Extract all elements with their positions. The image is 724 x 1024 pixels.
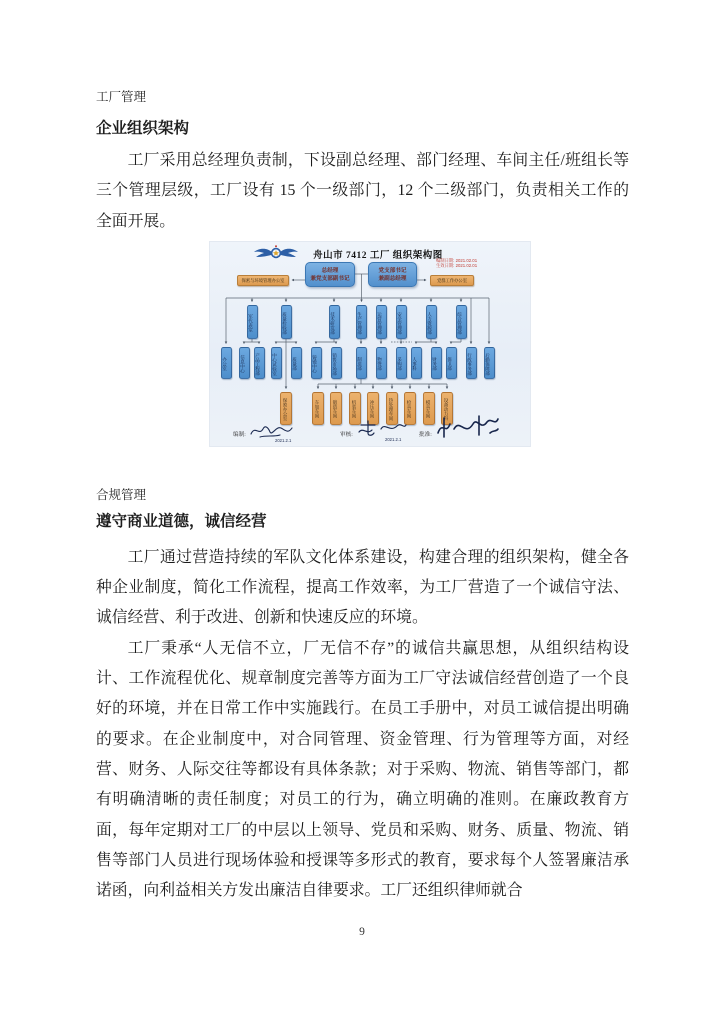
- dept-box: 质量检验部: [281, 305, 292, 339]
- dept-box: 军代表室: [247, 305, 258, 339]
- sub-dept-box: 行政事务部: [466, 347, 477, 379]
- signature-approved: [434, 413, 500, 441]
- sub-dept-box: 制造部: [356, 347, 367, 379]
- signature-label-prepared: 编制:: [233, 431, 246, 438]
- sub-dept-box: 后勤保障部: [484, 347, 495, 379]
- workshop-box: 锻造车间: [330, 392, 342, 425]
- box-general-manager: 总经理 兼党支部副书记: [305, 262, 355, 287]
- signature-label-reviewed: 审核:: [340, 431, 353, 438]
- sub-dept-box: 物资部: [376, 347, 387, 379]
- workshop-box: 车加车间: [312, 392, 324, 425]
- sub-dept-box: 质量部: [291, 347, 302, 379]
- dept-box: 生产管理部: [356, 305, 367, 339]
- org-chart-date-stamp: [436, 258, 477, 269]
- box-office-left: 保密与环境管理办公室: [237, 275, 289, 286]
- org-chart-figure: [209, 241, 531, 447]
- page-content: [96, 0, 629, 906]
- sub-dept-box: 办公室: [221, 347, 232, 379]
- paragraph: 工厂采用总经理负责制，下设副总经理、部门经理、车间主任/班组长等三个管理层级，工厂设有 15 个一级部门，12 个二级部门，负责相关工作的全面开展。: [96, 152, 629, 230]
- date-effective: 生效日期: 2021.02.01: [436, 263, 478, 269]
- sub-dept-box: 人事科: [411, 347, 422, 379]
- box-office-right: 党群工作办公室: [430, 275, 474, 286]
- signature-note-prepared: 2021.2.1: [275, 437, 292, 443]
- sub-dept-box: 铸锻中心: [311, 347, 322, 379]
- section-heading-org-structure: 企业组织架构: [96, 120, 190, 137]
- sub-dept-box: 产品工程部: [254, 347, 265, 379]
- sub-dept-box: 财务部: [431, 347, 442, 379]
- sub-dept-box: 采购部: [396, 347, 407, 379]
- section-label-compliance: 合规管理: [96, 487, 147, 502]
- dept-box: 安全管理部: [396, 305, 407, 339]
- dept-box: 人力资源部: [426, 305, 437, 339]
- sub-dept-box: 销售市场部: [331, 347, 342, 379]
- dept-box: 综合管理部: [456, 305, 467, 339]
- sub-dept-box: 中心试验室: [271, 347, 282, 379]
- workshop-box: 机装车间: [349, 392, 361, 425]
- dept-box: 运营管理部: [376, 305, 387, 339]
- box-party-secretary: 党支部书记 兼副总经理: [368, 262, 417, 287]
- dept-box: 技术研发部: [329, 305, 340, 339]
- section-label-factory-management: 工厂管理: [96, 90, 147, 104]
- workshop-box: 冲压车间: [367, 392, 379, 425]
- date-prepared: 编制日期: 2021.02.01: [436, 257, 478, 263]
- workshop-box: 设备动力科: [441, 392, 453, 425]
- signature-label-approved: 批准:: [419, 431, 432, 438]
- section-heading-ethics: 遵守商业道德，诚信经营: [96, 512, 267, 530]
- workshop-box: 保密办公室: [280, 392, 292, 425]
- workshop-box: 模具车间: [423, 392, 435, 425]
- factory-logo-icon: [253, 244, 299, 267]
- signature-note-reviewed: 2021.2.1: [385, 436, 402, 442]
- page-number: 9: [359, 926, 365, 938]
- sub-dept-box: 信息中心: [239, 347, 250, 379]
- paragraph: 工厂通过营造持续的军队文化体系建设，构建合理的组织架构，健全各种企业制度，简化工作流程，提高工作效率，为工厂营造了一个诚信守法、诚信经营、利于改进、创新和快速反应的环境。: [96, 548, 629, 627]
- signature-reviewed: [355, 419, 407, 439]
- workshop-box: 热处理车间: [386, 392, 398, 425]
- workshop-box: 检具车间: [404, 392, 416, 425]
- sub-dept-box: 保卫部: [446, 347, 457, 379]
- org-chart-title: 舟山市 7412 工厂 组织架构图: [313, 250, 443, 261]
- paragraph: 工厂秉承“人无信不立，厂无信不存”的诚信共赢思想，从组织结构设计、工作流程优化、规章制度完善等方面为工厂守法诚信经营创造了一个良好的环境，并在日常工作中实施践行。在员工手册中，对员工诚信提出明确的要求。在企业制度中，对合同管理、资金管理、行为管理等方面，对经营、财务、人际交往等都设有具体条款；对于采购、物流、销售等部门，都有明确清晰的责任制度；对员工的行为，确立明确的准则。在廉政教育方面，每年定期对工厂的中层以上领导、党员和采购、财务、质量、物流、销售等部门人员进行现场体验和授课等多形式的教育，要求每个人签署廉洁承诺函，向利益相关方发出廉洁自律要求。工厂还组织律师就合: [96, 639, 629, 900]
